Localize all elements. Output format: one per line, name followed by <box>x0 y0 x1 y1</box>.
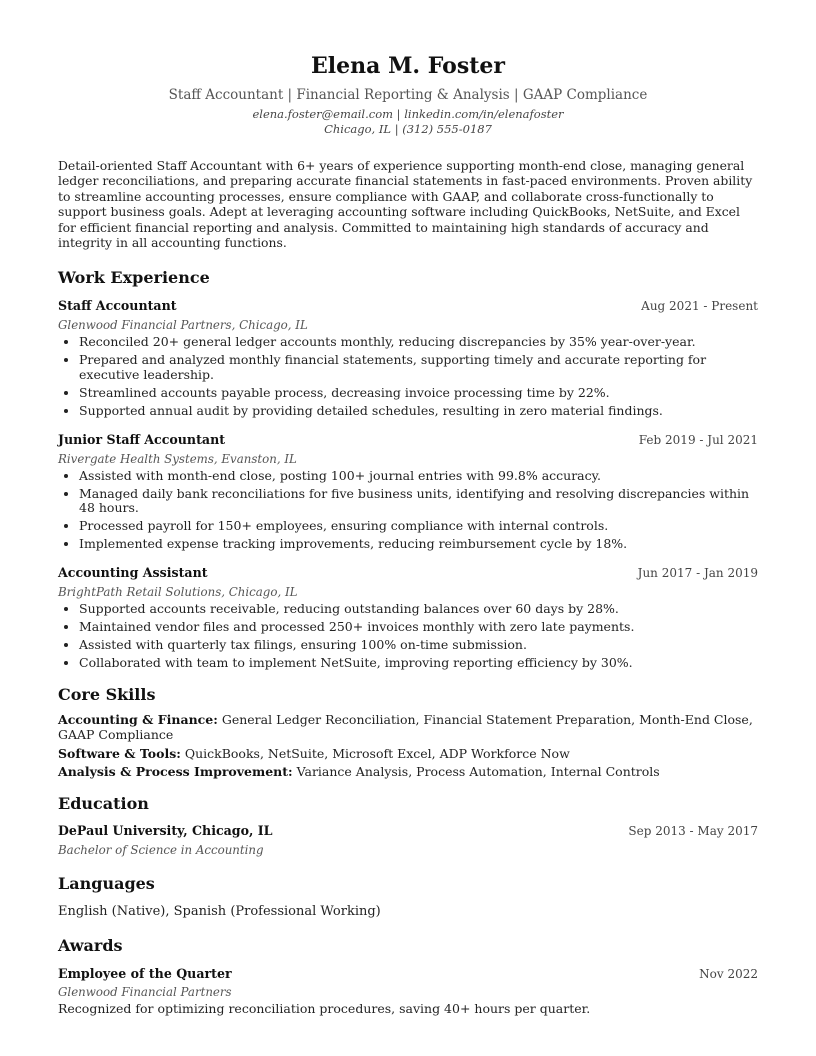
professional-summary: Detail-oriented Staff Accountant with 6+ years of experience supporting month-end close, managing general ledger reconciliations, and preparing accurate financial statements in fast-paced environments. Proven ability to streamline accounting processes, ensure compliance with GAAP, and collaborate cross-functionally to support business goals. Adept at leveraging accounting software including QuickBooks, NetSuite, and Excel for efficient financial reporting and analysis. Committed to maintaining high standards of accuracy and integrity in all accounting functions. <box>58 158 753 251</box>
job-entry <box>58 431 758 552</box>
section-title-experience: Work Experience <box>58 268 210 288</box>
job-company: BrightPath Retail Solutions, Chicago, IL <box>58 584 298 599</box>
job-company: Glenwood Financial Partners, Chicago, IL <box>58 318 308 333</box>
job-bullet: • Collaborated with team to implement NetSuite, improving reporting efficiency by 30%. <box>79 656 758 671</box>
resume-header <box>58 0 758 137</box>
skill-group-label: Software & Tools: <box>58 745 181 761</box>
skill-group-value: QuickBooks, NetSuite, Microsoft Excel, ADP Workforce Now <box>184 745 570 761</box>
section-title-skills: Core Skills <box>58 685 156 705</box>
job-bullet: • Assisted with quarterly tax filings, ensuring 100% on-time submission. <box>79 638 758 653</box>
job-role: Staff Accountant <box>58 298 177 314</box>
award-organization: Glenwood Financial Partners <box>58 985 232 1000</box>
awards-section <box>58 935 758 1016</box>
award-date: Nov 2022 <box>699 967 758 982</box>
candidate-name: Elena M. Foster <box>311 53 505 79</box>
job-bullets <box>58 335 758 418</box>
job-dates: Aug 2021 - Present <box>641 299 758 314</box>
job-bullet: • Implemented expense tracking improvements, reducing reimbursement cycle by 18%. <box>79 537 758 552</box>
job-entry <box>58 564 758 671</box>
section-title-education: Education <box>58 794 149 814</box>
job-entry <box>58 297 758 418</box>
job-bullet: • Maintained vendor files and processed 250+ invoices monthly with zero late payments. <box>79 620 758 635</box>
skill-group-value: General Ledger Reconciliation, Financial Statement Preparation, Month-End Close, GAAP Compliance <box>58 712 753 743</box>
job-dates: Feb 2019 - Jul 2021 <box>638 432 758 447</box>
job-company: Rivergate Health Systems, Evanston, IL <box>58 451 297 466</box>
headline: Staff Accountant | Financial Reporting & Analysis | GAAP Compliance <box>168 87 648 103</box>
job-bullet: • Reconciled 20+ general ledger accounts monthly, reducing discrepancies by 35% year-over-year. <box>79 335 758 350</box>
job-dates: Jun 2017 - Jan 2019 <box>637 565 758 580</box>
skills-section <box>58 684 758 779</box>
section-title-awards: Awards <box>58 936 123 956</box>
award-name: Employee of the Quarter <box>58 966 232 982</box>
job-role: Accounting Assistant <box>58 564 208 580</box>
skill-group <box>58 764 758 779</box>
job-bullet: • Processed payroll for 150+ employees, ensuring compliance with internal controls. <box>79 519 758 534</box>
skill-group-value: Variance Analysis, Process Automation, Internal Controls <box>296 764 660 780</box>
section-title-languages: Languages <box>58 874 155 894</box>
job-bullet: • Streamlined accounts payable process, decreasing invoice processing time by 22%. <box>79 386 758 401</box>
job-role: Junior Staff Accountant <box>58 431 226 447</box>
education-section <box>58 793 758 859</box>
award-description: Recognized for optimizing reconciliation procedures, saving 40+ hours per quarter. <box>58 1001 591 1017</box>
contact-line-email-linkedin: elena.foster@email.com | linkedin.com/in/elenafoster <box>252 107 564 121</box>
skill-group-label: Analysis & Process Improvement: <box>58 764 293 780</box>
job-bullet: • Assisted with month-end close, posting 100+ journal entries with 99.8% accuracy. <box>79 469 758 484</box>
skill-group <box>58 712 758 742</box>
education-degree: Bachelor of Science in Accounting <box>58 843 264 858</box>
job-bullet: • Prepared and analyzed monthly financial statements, supporting timely and accurate reporting for executive leadership. <box>79 353 758 382</box>
education-dates: Sep 2013 - May 2017 <box>628 824 758 839</box>
languages-section <box>58 873 758 921</box>
job-bullets <box>58 602 758 671</box>
languages-list: English (Native), Spanish (Professional Working) <box>58 904 381 920</box>
job-bullet: • Supported accounts receivable, reducing outstanding balances over 60 days by 28%. <box>79 602 758 617</box>
job-bullet: • Managed daily bank reconciliations for five business units, identifying and resolving discrepancies within 48 hours. <box>79 487 758 516</box>
job-bullet: • Supported annual audit by providing detailed schedules, resulting in zero material findings. <box>79 404 758 419</box>
skill-group <box>58 746 758 761</box>
job-bullets <box>58 469 758 552</box>
education-school: DePaul University, Chicago, IL <box>58 823 273 839</box>
experience-section <box>58 267 758 670</box>
contact-line-location-phone: Chicago, IL | (312) 555-0187 <box>324 122 492 136</box>
skill-group-label: Accounting & Finance: <box>58 712 218 728</box>
